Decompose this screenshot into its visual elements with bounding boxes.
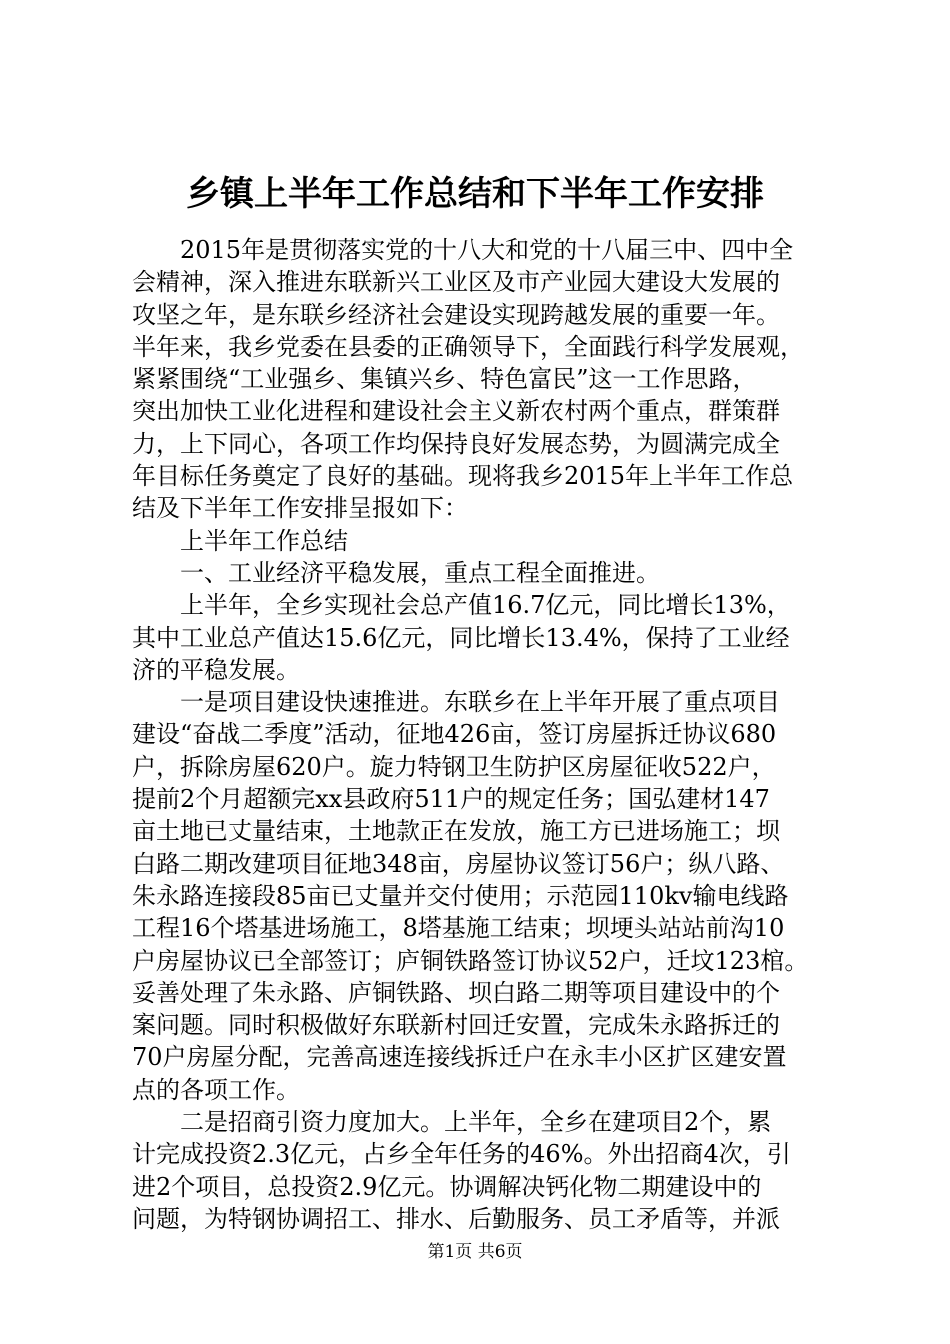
paragraph-line: 结及下半年工作安排呈报如下： bbox=[132, 494, 468, 523]
paragraph-line: 2015年是贯彻落实党的十八大和党的十八届三中、四中全 bbox=[180, 236, 794, 264]
paragraph-line: 工程16个塔基进场施工，8塔基施工结束；坝埂头站站前沟10 bbox=[132, 914, 785, 943]
paragraph-line: 年目标任务奠定了良好的基础。现将我乡2015年上半年工作总 bbox=[132, 462, 794, 491]
paragraph-line: 70户房屋分配，完善高速连接线拆迁户在永丰小区扩区建安置 bbox=[132, 1043, 787, 1072]
paragraph-line: 济的平稳发展。 bbox=[132, 655, 300, 684]
paragraph-line: 二是招商引资力度加大。上半年，全乡在建项目2个，累 bbox=[180, 1108, 772, 1137]
document-title: 乡镇上半年工作总结和下半年工作安排 bbox=[186, 174, 764, 214]
paragraph-line: 建设“奋战二季度”活动，征地426亩，签订房屋拆迁协议680 bbox=[132, 720, 777, 749]
paragraph-line: 紧紧围绕“工业强乡、集镇兴乡、特色富民”这一工作思路， bbox=[132, 365, 757, 394]
section-heading: 上半年工作总结 bbox=[180, 526, 348, 555]
paragraph-line: 亩土地已丈量结束，土地款正在发放，施工方已进场施工；坝 bbox=[132, 817, 780, 846]
paragraph-line: 一是项目建设快速推进。东联乡在上半年开展了重点项目 bbox=[180, 688, 780, 717]
paragraph-line: 案问题。同时积极做好东联新村回迁安置，完成朱永路拆迁的 bbox=[132, 1011, 780, 1040]
paragraph-line: 户，拆除房屋620户。旋力特钢卫生防护区房屋征收522户， bbox=[132, 752, 776, 781]
paragraph-line: 突出加快工业化进程和建设社会主义新农村两个重点，群策群 bbox=[132, 397, 780, 426]
paragraph-line: 攻坚之年，是东联乡经济社会建设实现跨越发展的重要一年。 bbox=[132, 300, 780, 329]
paragraph-line: 提前2个月超额完xx县政府511户的规定任务；国弘建材147 bbox=[132, 785, 770, 814]
paragraph-line: 朱永路连接段85亩已丈量并交付使用；示范园110kv输电线路 bbox=[132, 881, 789, 910]
paragraph-line: 力，上下同心，各项工作均保持良好发展态势，为圆满完成全 bbox=[132, 429, 780, 458]
document-body bbox=[132, 234, 832, 1235]
paragraph-line: 问题，为特钢协调招工、排水、后勤服务、员工矛盾等，并派 bbox=[132, 1204, 780, 1233]
paragraph-line: 半年来，我乡党委在县委的正确领导下，全面践行科学发展观， bbox=[132, 332, 804, 361]
paragraph-line: 计完成投资2.3亿元，占乡全年任务的46%。外出招商4次，引 bbox=[132, 1140, 791, 1169]
paragraph-line: 点的各项工作。 bbox=[132, 1075, 300, 1104]
paragraph-line: 上半年，全乡实现社会总产值16.7亿元，同比增长13%， bbox=[180, 591, 791, 620]
paragraph-line: 户房屋协议已全部签订；庐铜铁路签订协议52户，迁坟123棺。 bbox=[132, 946, 809, 975]
paragraph-line: 进2个项目，总投资2.9亿元。协调解决钙化物二期建设中的 bbox=[132, 1172, 762, 1201]
paragraph-line: 白路二期改建项目征地348亩，房屋协议签订56户；纵八路、 bbox=[132, 849, 785, 878]
subsection-heading: 一、工业经济平稳发展，重点工程全面推进。 bbox=[180, 558, 660, 587]
paragraph-line: 会精神，深入推进东联新兴工业区及市产业园大建设大发展的 bbox=[132, 268, 780, 297]
page-footer: 第1页 共6页 bbox=[427, 1242, 523, 1262]
paragraph-line: 妥善处理了朱永路、庐铜铁路、坝白路二期等项目建设中的个 bbox=[132, 978, 780, 1007]
paragraph-line: 其中工业总产值达15.6亿元，同比增长13.4%，保持了工业经 bbox=[132, 623, 790, 652]
